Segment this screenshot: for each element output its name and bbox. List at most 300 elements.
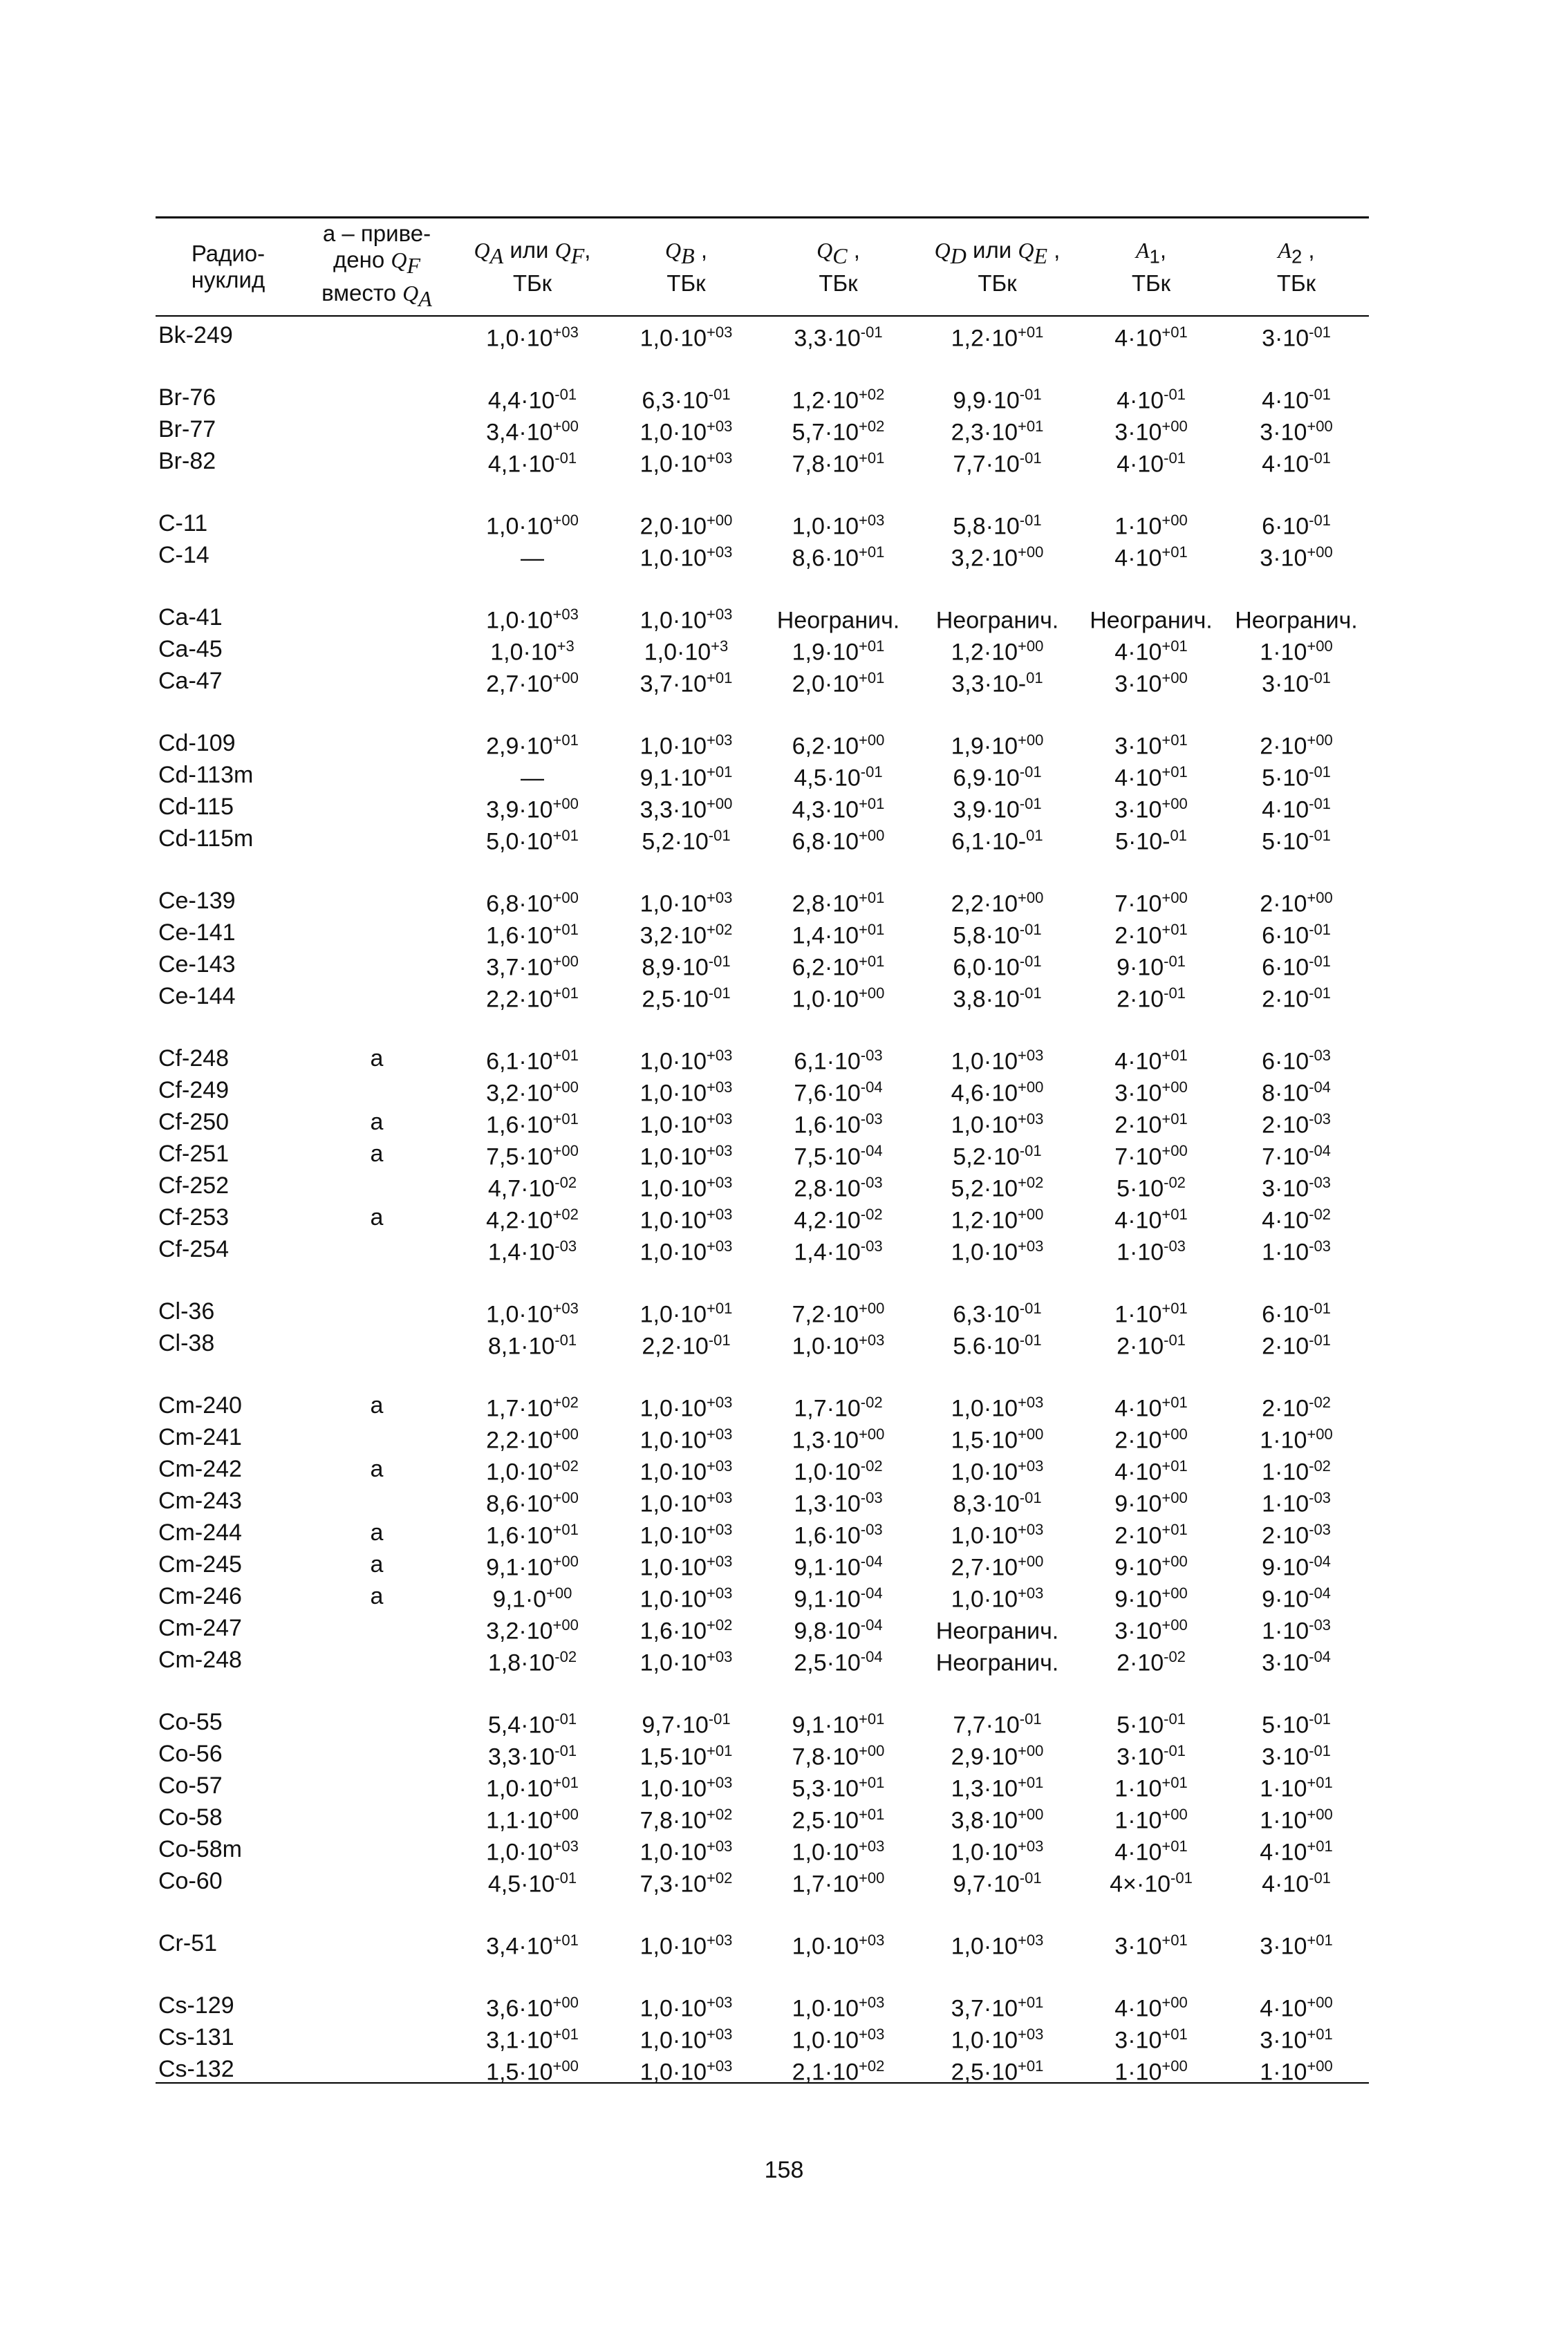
table-row <box>156 1419 1369 1454</box>
value-mantissa: 2,2·10 <box>951 890 1018 917</box>
table-row <box>156 1199 1369 1234</box>
value-mantissa: 1,0·10 <box>486 1775 553 1802</box>
value-mantissa: 2·10 <box>1262 1522 1309 1549</box>
value-exponent: -01 <box>1019 1331 1042 1349</box>
nuclide-cell: Ce-141 <box>158 919 236 946</box>
value-mantissa: 9,9·10 <box>953 387 1020 414</box>
value-exponent: -01 <box>1019 1489 1042 1506</box>
value-mantissa: 6,1·10 <box>486 1048 553 1075</box>
value-exponent: -01 <box>860 324 883 341</box>
nuclide-cell: Cm-240 <box>158 1392 242 1419</box>
value-mantissa: 1,0·10 <box>951 1522 1018 1549</box>
value-mantissa: 3·10 <box>1262 671 1309 698</box>
table-row <box>156 1135 1369 1170</box>
value-mantissa: 6,3·10 <box>953 1301 1020 1328</box>
value-exponent: +03 <box>707 1838 733 1855</box>
value-mantissa: 1,6·10 <box>486 1522 553 1549</box>
value-mantissa: 2·10 <box>1260 733 1307 760</box>
a2-cell <box>1224 1925 1369 1962</box>
table-row <box>156 442 1369 478</box>
value-exponent: +03 <box>859 1331 885 1349</box>
nuclide-cell: Cs-132 <box>158 2056 234 2083</box>
value-mantissa: 2·10 <box>1262 1333 1309 1360</box>
value-exponent: +03 <box>1018 1584 1044 1602</box>
value-exponent: +01 <box>1307 1774 1333 1791</box>
qb-cell <box>612 1641 760 1679</box>
qa-cell <box>453 1641 612 1679</box>
value-exponent: 01 <box>1026 669 1043 686</box>
value-exponent: +00 <box>552 1078 579 1096</box>
value-exponent: +00 <box>552 889 579 906</box>
value-exponent: -01 <box>1164 984 1186 1002</box>
nuclide-cell: Ca-45 <box>158 636 223 663</box>
value-mantissa: 7·10 <box>1262 1143 1309 1170</box>
table-row <box>156 1167 1369 1202</box>
value-mantissa: 6·10 <box>1262 1301 1309 1328</box>
value-exponent: +00 <box>552 795 579 812</box>
value-exponent: +02 <box>707 921 733 938</box>
value-mantissa: 6,2·10 <box>792 954 859 981</box>
header-nuclide-line1: Радио- <box>191 241 265 266</box>
qc-cell <box>760 317 916 354</box>
qa-cell <box>453 1325 612 1362</box>
value-exponent: +00 <box>552 1425 579 1443</box>
value-mantissa: 1·10 <box>1114 1775 1162 1802</box>
value-exponent: -03 <box>860 1521 883 1538</box>
value-exponent: +03 <box>859 1838 885 1855</box>
value-exponent: -03 <box>860 1174 883 1191</box>
value-exponent: -01 <box>708 1710 731 1728</box>
value-mantissa: 7,7·10 <box>953 1712 1020 1739</box>
qc-cell <box>760 978 916 1015</box>
value-exponent: +01 <box>859 953 885 970</box>
nuclide-cell: Cf-248 <box>158 1045 230 1072</box>
value-exponent: +00 <box>1307 889 1333 906</box>
value-mantissa: 1,4·10 <box>487 1239 555 1266</box>
value-exponent: +03 <box>552 324 579 341</box>
value-exponent: -03 <box>1309 1616 1331 1634</box>
value-mantissa: 6,8·10 <box>792 828 859 855</box>
value-mantissa: 8·10 <box>1262 1080 1309 1107</box>
value-mantissa: 1,0·10 <box>640 1459 707 1486</box>
value-exponent: -02 <box>1309 1457 1331 1475</box>
value-mantissa: 8,9·10 <box>642 954 709 981</box>
value-exponent: 01 <box>1170 827 1187 844</box>
value-mantissa: 1·10 <box>1117 1239 1164 1266</box>
value-mantissa: 1,0·10 <box>792 1933 859 1960</box>
value-mantissa: 7,8·10 <box>640 1807 707 1834</box>
value-exponent: +00 <box>1161 418 1188 435</box>
value-mantissa: 1,0·10 <box>640 451 707 478</box>
value-mantissa: 5.6·10 <box>953 1333 1020 1360</box>
table-row <box>156 1325 1369 1360</box>
table-row <box>156 1609 1369 1645</box>
value-exponent: +03 <box>1018 2026 1044 2043</box>
value-exponent: -02 <box>554 1648 577 1665</box>
value-exponent: +03 <box>1018 1394 1044 1411</box>
value-exponent: -01 <box>1019 921 1042 938</box>
table-row <box>156 630 1369 666</box>
value-mantissa: 9,7·10 <box>642 1712 709 1739</box>
value-exponent: -04 <box>860 1078 883 1096</box>
value-exponent: +00 <box>1018 1206 1044 1223</box>
value-exponent: +01 <box>859 921 885 938</box>
qa-cell <box>453 662 612 700</box>
value-exponent: -01 <box>1309 512 1331 529</box>
value-exponent: +00 <box>859 1425 885 1443</box>
value-exponent: +00 <box>1018 1553 1044 1570</box>
nuclide-cell: Cd-115m <box>158 825 254 852</box>
nuclide-cell: Ca-41 <box>158 604 223 631</box>
table-row <box>156 1925 1369 1960</box>
value-mantissa: 1,7·10 <box>792 1871 859 1898</box>
value-mantissa: 2,9·10 <box>486 733 553 760</box>
value-exponent: -01 <box>1309 921 1331 938</box>
table-row <box>156 914 1369 949</box>
value-mantissa: — <box>521 545 544 572</box>
value-exponent: +01 <box>859 889 885 906</box>
nuclide-cell: Cf-254 <box>158 1236 230 1263</box>
value-exponent: -01 <box>1019 1300 1042 1317</box>
value-exponent: -03 <box>1309 1047 1331 1064</box>
value-mantissa: 1,6·10 <box>794 1522 861 1549</box>
value-exponent: +01 <box>1161 1110 1188 1128</box>
qc-cell <box>760 662 916 700</box>
value-mantissa: 9,1·10 <box>794 1586 861 1613</box>
value-mantissa: 1·10 <box>1114 1301 1162 1328</box>
value-mantissa: Неогранич. <box>776 607 900 634</box>
value-mantissa: 1,0·10 <box>640 1649 707 1676</box>
value-mantissa: 5·10 <box>1117 1175 1164 1202</box>
qd-cell <box>916 1325 1079 1362</box>
value-mantissa: 1,0·10 <box>644 639 711 666</box>
value-mantissa: 4,7·10 <box>487 1175 555 1202</box>
value-mantissa: 2·10 <box>1114 1427 1162 1454</box>
value-exponent: +01 <box>1161 1774 1188 1791</box>
value-mantissa: 3·10 <box>1114 2027 1162 2054</box>
table-row <box>156 1387 1369 1422</box>
value-mantissa: 1,0·10 <box>640 2027 707 2054</box>
value-exponent: +01 <box>552 731 579 749</box>
table-row <box>156 1231 1369 1266</box>
value-mantissa: 1,3·10 <box>792 1427 859 1454</box>
value-mantissa: 3,7·10 <box>951 1995 1018 2022</box>
value-mantissa: 1·10 <box>1262 1618 1309 1645</box>
value-mantissa: 3,6·10 <box>486 1995 553 2022</box>
a1-cell <box>1079 662 1224 700</box>
a1-cell <box>1079 317 1224 354</box>
value-exponent: +03 <box>707 1237 733 1255</box>
value-mantissa: 3,8·10 <box>953 986 1020 1013</box>
value-exponent: +03 <box>859 2026 885 2043</box>
value-exponent: -01 <box>1309 953 1331 970</box>
value-mantissa: 3·10 <box>1262 1649 1309 1676</box>
value-mantissa: 3·10 <box>1114 796 1162 823</box>
value-exponent: -01 <box>1164 449 1186 467</box>
value-exponent: +00 <box>1161 1489 1188 1506</box>
a2-cell <box>1224 317 1369 354</box>
value-mantissa: 1,0·10 <box>640 890 707 917</box>
table-row <box>156 1546 1369 1581</box>
value-exponent: -03 <box>1309 1110 1331 1128</box>
value-mantissa: 2·10 <box>1114 922 1162 949</box>
value-mantissa: 1,0·10 <box>640 1522 707 1549</box>
value-mantissa: 7,3·10 <box>640 1871 707 1898</box>
value-mantissa: 2,1·10 <box>792 2059 859 2086</box>
value-mantissa: 8,3·10 <box>953 1490 1020 1517</box>
nuclide-cell: Cl-38 <box>158 1330 215 1357</box>
value-mantissa: 9,1·10 <box>794 1554 861 1581</box>
table-row <box>156 946 1369 981</box>
qa-cell <box>453 1862 612 1900</box>
table-row <box>156 2019 1369 2054</box>
value-exponent: -04 <box>1309 1078 1331 1096</box>
flag-cell: a <box>370 1045 384 1072</box>
nuclide-cell: Cf-251 <box>158 1141 230 1168</box>
value-exponent: -01 <box>554 1869 577 1887</box>
value-mantissa: 2,5·10 <box>951 2059 1018 2086</box>
value-mantissa: 3·10 <box>1114 1080 1162 1107</box>
value-exponent: +03 <box>1018 1457 1044 1475</box>
value-mantissa: 1,6·10 <box>486 922 553 949</box>
value-exponent: +02 <box>552 1206 579 1223</box>
value-mantissa: 4,3·10 <box>792 796 859 823</box>
a1-cell <box>1079 820 1224 857</box>
value-mantissa: 4·10 <box>1114 1048 1162 1075</box>
value-mantissa: 3,3·10- <box>951 671 1027 698</box>
qa-cell <box>453 2050 612 2088</box>
value-mantissa: 1,0·10 <box>951 1933 1018 1960</box>
header-qc: $Q_C$ , ТБк <box>816 237 860 296</box>
qa-cell <box>453 536 612 574</box>
value-exponent: +03 <box>1018 1932 1044 1949</box>
value-exponent: +03 <box>707 1553 733 1570</box>
value-mantissa: 1,0·10 <box>792 2027 859 2054</box>
value-mantissa: 5,8·10 <box>953 922 1020 949</box>
value-exponent: -04 <box>860 1142 883 1159</box>
value-exponent: -01 <box>1309 827 1331 844</box>
value-mantissa: 3·10 <box>1262 325 1309 352</box>
value-mantissa: 1,0·10 <box>640 1427 707 1454</box>
value-mantissa: 5·10 <box>1262 828 1309 855</box>
value-exponent: +00 <box>1307 731 1333 749</box>
a2-cell <box>1224 1231 1369 1268</box>
value-exponent: +01 <box>1307 2026 1333 2043</box>
value-exponent: +03 <box>707 1394 733 1411</box>
flag-cell: a <box>370 1583 384 1610</box>
value-exponent: +00 <box>1161 795 1188 812</box>
value-exponent: +02 <box>859 418 885 435</box>
qd-cell <box>916 317 1079 354</box>
value-mantissa: 3,9·10 <box>486 796 553 823</box>
table-row <box>156 724 1369 760</box>
value-exponent: -02 <box>860 1457 883 1475</box>
value-mantissa: 1,0·10 <box>640 607 707 634</box>
header-a1: $A_1$, ТБк <box>1131 237 1171 296</box>
value-exponent: -01 <box>1309 1869 1331 1887</box>
value-mantissa: 2,7·10 <box>951 1554 1018 1581</box>
value-mantissa: 3·10 <box>1114 419 1162 446</box>
nuclide-cell: Cm-248 <box>158 1647 242 1674</box>
nuclide-cell: Cd-115 <box>158 794 234 821</box>
header-a2: $A_2$ , ТБк <box>1276 237 1316 296</box>
qd-cell <box>916 978 1079 1015</box>
nuclide-cell: Cf-253 <box>158 1204 230 1231</box>
value-exponent: -03 <box>1309 1237 1331 1255</box>
value-exponent: +01 <box>552 1932 579 1949</box>
value-exponent: +00 <box>859 1742 885 1759</box>
value-mantissa: 4,5·10 <box>487 1871 555 1898</box>
qd-cell <box>916 2050 1079 2088</box>
a2-cell <box>1224 820 1369 857</box>
nuclide-cell: Br-76 <box>158 384 216 411</box>
value-exponent: -01 <box>1309 449 1331 467</box>
value-exponent: -02 <box>860 1206 883 1223</box>
value-mantissa: 6,0·10 <box>953 954 1020 981</box>
value-mantissa: 1·10 <box>1260 1807 1307 1834</box>
value-mantissa: 5·10 <box>1262 765 1309 792</box>
qa-cell <box>453 978 612 1015</box>
a1-cell <box>1079 536 1224 574</box>
value-exponent: +01 <box>1018 2057 1044 2075</box>
value-mantissa: 3·10 <box>1260 1933 1307 1960</box>
value-exponent: +00 <box>1307 1806 1333 1823</box>
a1-cell <box>1079 2050 1224 2088</box>
value-exponent: +03 <box>707 1457 733 1475</box>
qd-cell <box>916 1641 1079 1679</box>
value-mantissa: 1,0·10 <box>640 1933 707 1960</box>
value-exponent: -03 <box>1309 1174 1331 1191</box>
value-mantissa: 1·10 <box>1114 1807 1162 1834</box>
value-exponent: +03 <box>707 1521 733 1538</box>
value-mantissa: 2,8·10 <box>794 1175 861 1202</box>
value-exponent: -01 <box>1019 953 1042 970</box>
qc-cell <box>760 2050 916 2088</box>
value-exponent: +00 <box>859 984 885 1002</box>
value-mantissa: 4·10 <box>1114 1995 1162 2022</box>
value-mantissa: 1,0·10 <box>792 1333 859 1360</box>
value-mantissa: 7,5·10 <box>486 1143 553 1170</box>
value-exponent: -02 <box>1164 1648 1186 1665</box>
value-exponent: +03 <box>707 606 733 623</box>
value-mantissa: 1,0·10 <box>640 1112 707 1139</box>
value-exponent: +3 <box>711 637 729 655</box>
nuclide-cell: Cl-36 <box>158 1298 215 1325</box>
value-exponent: +03 <box>707 1206 733 1223</box>
value-mantissa: 4,2·10 <box>486 1207 553 1234</box>
value-mantissa: 1,0·10 <box>490 639 557 666</box>
value-exponent: -01 <box>708 1331 731 1349</box>
value-exponent: -01 <box>1309 1742 1331 1759</box>
value-exponent: +00 <box>552 669 579 686</box>
table-row <box>156 1831 1369 1866</box>
qc-cell <box>760 1231 916 1268</box>
value-exponent: +00 <box>1161 1994 1188 2011</box>
value-exponent: -01 <box>1019 763 1042 780</box>
value-exponent: +03 <box>707 1932 733 1949</box>
a2-cell <box>1224 442 1369 480</box>
value-exponent: +02 <box>707 1869 733 1887</box>
value-mantissa: 1,0·10 <box>486 1301 553 1328</box>
value-exponent: +01 <box>1161 1838 1188 1855</box>
value-mantissa: 4·10 <box>1262 451 1309 478</box>
value-mantissa: 3·10 <box>1260 545 1307 572</box>
value-exponent: +03 <box>707 543 733 561</box>
value-mantissa: 2,7·10 <box>486 671 553 698</box>
header-nuclide-line2: нуклид <box>191 267 265 292</box>
value-mantissa: 4·10 <box>1114 1839 1162 1866</box>
table-row <box>156 1578 1369 1613</box>
value-exponent: -01 <box>1309 1331 1331 1349</box>
nuclide-cell: Cd-113m <box>158 762 254 789</box>
value-exponent: -01 <box>1309 1710 1331 1728</box>
value-mantissa: 2,0·10 <box>792 671 859 698</box>
value-exponent: +00 <box>1161 1616 1188 1634</box>
table-row <box>156 820 1369 855</box>
value-mantissa: Неогранич. <box>935 1618 1059 1645</box>
value-mantissa: 2·10 <box>1117 986 1164 1013</box>
table-row <box>156 1862 1369 1898</box>
table-row <box>156 1735 1369 1770</box>
value-exponent: -04 <box>860 1616 883 1634</box>
value-exponent: +01 <box>552 1774 579 1791</box>
qa-cell <box>453 317 612 354</box>
value-exponent: -01 <box>1309 1300 1331 1317</box>
value-exponent: -04 <box>1309 1648 1331 1665</box>
value-mantissa: 2·10 <box>1117 1333 1164 1360</box>
value-mantissa: 4×·10 <box>1110 1871 1171 1898</box>
value-mantissa: 4·10 <box>1114 545 1162 572</box>
nuclide-cell: Cs-131 <box>158 2024 234 2051</box>
value-exponent: -01 <box>1309 795 1331 812</box>
value-exponent: +03 <box>1018 1521 1044 1538</box>
qb-cell <box>612 820 760 857</box>
qd-cell <box>916 442 1079 480</box>
flag-cell: a <box>370 1109 384 1136</box>
value-exponent: -03 <box>860 1110 883 1128</box>
value-exponent: -03 <box>860 1237 883 1255</box>
value-exponent: -01 <box>1019 386 1042 403</box>
value-mantissa: 4·10 <box>1262 796 1309 823</box>
value-mantissa: 9,1·10 <box>640 765 707 792</box>
value-exponent: +01 <box>1161 921 1188 938</box>
table-row <box>156 1482 1369 1517</box>
value-mantissa: 3,1·10 <box>486 2027 553 2054</box>
value-exponent: +03 <box>707 889 733 906</box>
value-exponent: +00 <box>1018 637 1044 655</box>
value-exponent: +00 <box>1307 1994 1333 2011</box>
value-mantissa: 1,9·10 <box>951 733 1018 760</box>
value-exponent: -01 <box>708 386 731 403</box>
value-exponent: +03 <box>707 1648 733 1665</box>
value-exponent: +01 <box>859 637 885 655</box>
value-exponent: +01 <box>1161 1932 1188 1949</box>
value-exponent: +00 <box>546 1584 572 1602</box>
value-mantissa: 1,1·10 <box>486 1807 553 1834</box>
table-row <box>156 1072 1369 1107</box>
value-exponent: +03 <box>707 1110 733 1128</box>
value-exponent: +00 <box>1018 731 1044 749</box>
value-mantissa: 4·10 <box>1114 1459 1162 1486</box>
value-mantissa: 7,7·10 <box>953 451 1020 478</box>
value-exponent: +01 <box>552 921 579 938</box>
table-row <box>156 788 1369 823</box>
value-exponent: +02 <box>552 1394 579 1411</box>
value-exponent: -01 <box>1019 984 1042 1002</box>
value-exponent: -04 <box>860 1584 883 1602</box>
value-mantissa: 1,5·10 <box>486 2059 553 2086</box>
value-exponent: -04 <box>1309 1553 1331 1570</box>
